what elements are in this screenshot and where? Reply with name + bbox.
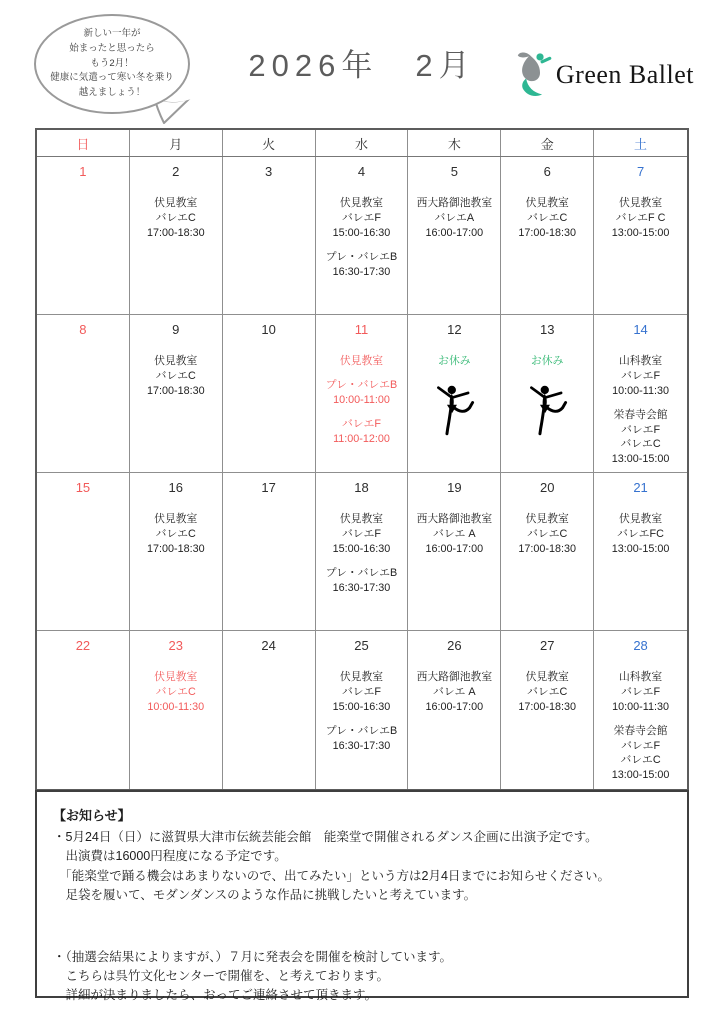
event-line: 16:00-17:00: [425, 542, 484, 555]
cell-events: [594, 196, 687, 241]
cell-events: [408, 196, 500, 241]
event-line: 13:00-15:00: [611, 542, 670, 555]
notice-line: 詳細が決まりましたら、おってご連絡させて頂きます。: [53, 988, 378, 1003]
event-line: バレエF: [621, 739, 661, 752]
calendar-cell: [37, 631, 130, 789]
calendar-cell: [316, 631, 409, 789]
date-number: 17: [261, 480, 276, 495]
event-line: バレエC: [620, 438, 661, 451]
date-number: 6: [543, 164, 551, 179]
dancer-logo-icon: [510, 50, 552, 100]
weekday-header: 木: [408, 130, 501, 156]
event-line: 伏見教室: [339, 513, 384, 525]
event-line: バレエF: [341, 417, 381, 430]
event-line: 15:00-16:30: [332, 226, 391, 239]
cell-events: [408, 354, 500, 369]
notice-title: 【お知らせ】: [53, 808, 131, 823]
bubble-line: 始まったと思ったら: [69, 42, 155, 54]
notice-line: こちらは呉竹文化センターで開催を、と考えております。: [53, 968, 390, 983]
event-line: バレエC: [527, 211, 568, 224]
notice-line: 出演費は16000円程度になる予定です。: [53, 849, 287, 864]
event-line: 山科教室: [618, 671, 663, 683]
notice-paragraph: [53, 828, 671, 906]
event: [501, 196, 593, 241]
event: [594, 670, 687, 715]
calendar-cell: [223, 473, 316, 631]
calendar-cell: [37, 473, 130, 631]
event-line: プレ・バレエB: [325, 250, 398, 263]
calendar-cell: [316, 157, 409, 315]
date-number: 27: [539, 638, 555, 653]
notice-box: [35, 790, 689, 1003]
event: [316, 670, 408, 715]
calendar-cell: [501, 473, 594, 631]
event: [501, 512, 593, 557]
event: [501, 670, 593, 715]
event-line: 栄春寺会館: [613, 408, 668, 421]
bubble-line: もう2月！: [90, 57, 134, 69]
cell-events: [408, 670, 500, 715]
event-line: 17:00-18:30: [146, 542, 205, 555]
calendar-cell: [130, 473, 223, 631]
date-number: 20: [539, 480, 555, 495]
event: [316, 512, 408, 557]
calendar-cell: [130, 157, 223, 315]
calendar-cell: [130, 631, 223, 789]
date-number: 25: [354, 638, 369, 653]
notice-line: ・5月24日（日）に滋賀県大津市伝統芸能会館 能楽堂で開催されるダンス企画に出演予定です。: [53, 830, 598, 844]
event-line: 17:00-18:30: [518, 226, 577, 239]
cell-events: [408, 512, 500, 557]
logo-text: Green Ballet: [555, 60, 694, 89]
date-number: 28: [633, 638, 648, 653]
weekday-header: 土: [634, 136, 648, 152]
event: [316, 378, 408, 408]
event-line: 伏見教室: [525, 671, 569, 683]
event-line: 13:00-15:00: [611, 769, 670, 782]
event-line: バレエF: [621, 685, 661, 698]
calendar-cell: [223, 631, 316, 789]
date-number: 9: [172, 322, 180, 337]
event-line: バレエC: [155, 527, 196, 540]
event: [594, 196, 687, 241]
event-line: 15:00-16:30: [332, 700, 391, 713]
cell-events: [316, 354, 408, 446]
event-line: 伏見教室: [154, 671, 198, 683]
event: [594, 408, 687, 468]
date-number: 3: [265, 164, 273, 179]
notice-line: 「能楽堂で踊る機会はあまりないので、出てみたい」という方は2月4日までにお知らせください。: [53, 868, 611, 883]
bubble-line: 新しい一年が: [83, 28, 141, 40]
event-line: バレエC: [155, 211, 196, 224]
calendar-cell: [316, 315, 409, 473]
weekday-header: 火: [223, 130, 316, 156]
event-line: プレ・バレエB: [325, 566, 398, 579]
event-line: 伏見教室: [618, 513, 663, 525]
date-number: 10: [261, 322, 276, 337]
event-line: バレエ A: [433, 685, 476, 698]
date-number: 7: [636, 164, 645, 179]
event: [408, 670, 500, 715]
event-line: 17:00-18:30: [146, 384, 205, 397]
cell-events: [594, 512, 687, 557]
event-line: 16:00-17:00: [425, 226, 484, 239]
cell-events: [130, 670, 222, 715]
weekday-header: 金: [501, 130, 594, 156]
event-line: 西大路御池教室: [416, 513, 493, 525]
event-line: バレエC: [620, 754, 661, 767]
calendar-cell: [408, 315, 501, 473]
event-line: バレエF: [341, 685, 381, 698]
event-line: 伏見教室: [525, 513, 569, 525]
event-line: 伏見教室: [339, 671, 384, 683]
event: [316, 250, 408, 280]
cell-events: [316, 196, 408, 279]
bubble-line: 越えましょう！: [78, 87, 146, 99]
notice-line: 足袋を履いて、モダンダンスのような作品に挑戦したいと考えています。: [53, 888, 477, 903]
event-line: 10:00-11:30: [612, 384, 669, 397]
event-line: 山科教室: [618, 355, 663, 367]
weekday-row: [37, 130, 687, 157]
date-number: 8: [79, 322, 87, 337]
calendar-cell: [316, 473, 409, 631]
notice-paragraph: [53, 948, 671, 1006]
event-line: 伏見教室: [154, 513, 198, 525]
calendar-cell: [594, 473, 687, 631]
event-line: 栄春寺会館: [613, 724, 668, 737]
calendar: [35, 128, 689, 791]
event-line: バレエC: [155, 369, 196, 382]
calendar-cell: [501, 631, 594, 789]
date-number: 15: [75, 480, 91, 495]
event: [316, 196, 408, 241]
date-number: 22: [75, 638, 91, 653]
event: [594, 354, 687, 399]
page-title: 2026年 2月: [248, 48, 476, 83]
bubble-line: 健康に気遣って寒い冬を乗り: [50, 72, 174, 84]
event-line: お休み: [438, 355, 471, 367]
calendar-cell: [501, 315, 594, 473]
event-line: 17:00-18:30: [518, 700, 577, 713]
cell-events: [316, 670, 408, 753]
calendar-cell: [223, 315, 316, 473]
event-line: バレエF: [341, 527, 381, 540]
calendar-cell: [223, 157, 316, 315]
calendar-body: [37, 157, 687, 789]
calendar-cell: [594, 631, 687, 789]
event-line: バレエF: [341, 211, 381, 224]
event-line: バレエC: [527, 685, 568, 698]
cell-events: [130, 512, 222, 557]
calendar-cell: [130, 315, 223, 473]
cell-events: [130, 196, 222, 241]
event: [316, 566, 408, 596]
event-line: 11:00-12:00: [333, 432, 390, 445]
event: [408, 512, 500, 557]
event-line: 13:00-15:00: [611, 453, 670, 466]
calendar-cell: [594, 315, 687, 473]
event: [501, 354, 593, 369]
date-number: 5: [450, 164, 458, 179]
notice-line: ・（抽選会結果によりますが、）７月に発表会を開催を検討しています。: [53, 949, 453, 964]
event: [408, 196, 500, 241]
event-line: バレエC: [155, 685, 196, 698]
event-line: 西大路御池教室: [416, 671, 493, 683]
event-line: バレエFC: [617, 527, 664, 540]
date-number: 21: [633, 480, 648, 495]
event: [316, 724, 408, 754]
cell-events: [501, 670, 593, 715]
calendar-cell: [501, 157, 594, 315]
calendar-cell: [37, 315, 130, 473]
event: [130, 670, 222, 715]
cell-events: [501, 196, 593, 241]
weekday-header: 月: [130, 130, 223, 156]
event-line: 17:00-18:30: [146, 226, 205, 239]
event-line: 10:00-11:00: [333, 393, 390, 406]
event: [408, 354, 500, 369]
event-line: バレエF: [621, 369, 661, 382]
date-number: 23: [168, 638, 183, 653]
calendar-cell: [37, 157, 130, 315]
calendar-cell: [408, 473, 501, 631]
event-line: バレエA: [434, 211, 475, 224]
date-number: 24: [261, 638, 276, 653]
event-line: バレエC: [527, 527, 568, 540]
date-number: 18: [354, 480, 369, 495]
event-line: 15:00-16:30: [332, 542, 391, 555]
event-line: 伏見教室: [339, 355, 384, 367]
calendar-cell: [408, 157, 501, 315]
event-line: 13:00-15:00: [611, 226, 670, 239]
calendar-cell: [594, 157, 687, 315]
event-line: 17:00-18:30: [518, 542, 577, 555]
date-number: 19: [447, 480, 462, 495]
event-line: 伏見教室: [525, 197, 569, 209]
event-line: 伏見教室: [339, 197, 384, 209]
weekday-header: 水: [316, 130, 409, 156]
event-line: 西大路御池教室: [416, 197, 493, 209]
event: [130, 512, 222, 557]
notice-paragraphs: [53, 828, 671, 1006]
dancer-icon: [431, 384, 477, 436]
event-line: バレエF C: [615, 211, 666, 224]
dancer-icon: [524, 384, 570, 436]
cell-events: [501, 354, 593, 369]
event: [316, 417, 408, 447]
cell-events: [594, 354, 687, 467]
event-line: 10:00-11:30: [147, 700, 205, 713]
date-number: 4: [357, 164, 366, 179]
event-line: 16:30-17:30: [332, 265, 391, 278]
date-number: 1: [79, 164, 87, 179]
event: [130, 196, 222, 241]
event-line: 伏見教室: [618, 197, 663, 209]
event-line: バレエ A: [433, 527, 476, 540]
event-line: お休み: [531, 355, 564, 367]
event-line: プレ・バレエB: [325, 724, 398, 737]
event: [594, 724, 687, 784]
event-line: 16:30-17:30: [332, 739, 391, 752]
date-number: 13: [539, 322, 555, 337]
date-number: 26: [447, 638, 462, 653]
event-line: 伏見教室: [154, 355, 198, 367]
date-number: 16: [168, 480, 183, 495]
date-number: 11: [354, 322, 369, 337]
logo: [510, 50, 694, 100]
event-line: 伏見教室: [154, 197, 198, 209]
event-line: プレ・バレエB: [325, 378, 398, 391]
date-number: 12: [447, 322, 462, 337]
weekday-header: 日: [37, 130, 130, 156]
event-line: バレエF: [621, 423, 661, 436]
cell-events: [501, 512, 593, 557]
calendar-cell: [408, 631, 501, 789]
date-number: 2: [172, 164, 180, 179]
cell-events: [316, 512, 408, 595]
event-line: 10:00-11:30: [612, 700, 669, 713]
event: [130, 354, 222, 399]
event: [316, 354, 408, 369]
event-line: 16:00-17:00: [425, 700, 484, 713]
speech-bubble: [34, 14, 190, 114]
event-line: 16:30-17:30: [332, 581, 391, 594]
date-number: 14: [633, 322, 648, 337]
cell-events: [594, 670, 687, 783]
cell-events: [130, 354, 222, 399]
event: [594, 512, 687, 557]
